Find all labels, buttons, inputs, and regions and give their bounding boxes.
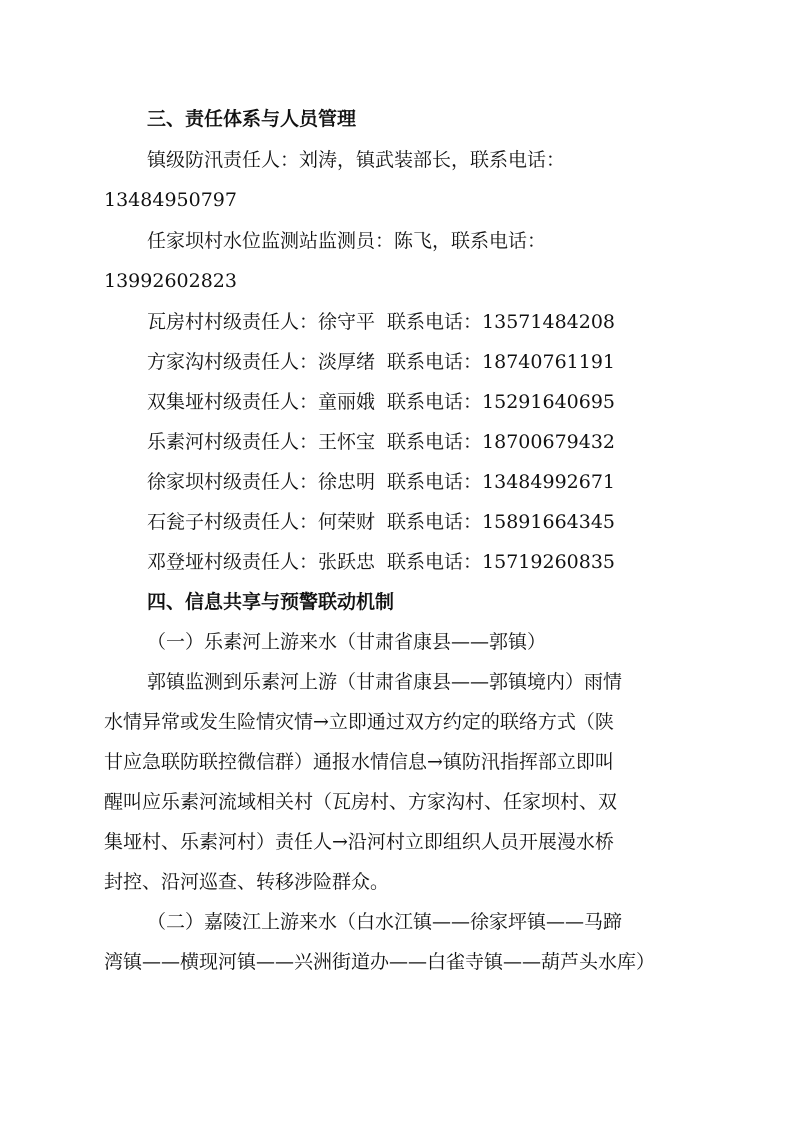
phone-label: 联系电话： [387, 311, 483, 333]
section-3-heading: 三、责任体系与人员管理 [147, 108, 357, 130]
village-person-name: 王怀宝 [318, 431, 376, 453]
village-person-name: 徐守平 [318, 311, 376, 333]
phone-label: 联系电话： [387, 391, 483, 413]
village-person-name: 张跃忠 [318, 551, 376, 573]
village-row [147, 429, 615, 455]
phone-number: 18700679432 [482, 431, 616, 453]
paragraph-1-line: 郭镇监测到乐素河上游（甘肃省康县——郭镇境内）雨情 [147, 671, 623, 693]
phone-label: 联系电话： [387, 551, 483, 573]
phone-number: 15291640695 [482, 391, 616, 413]
town-responsible-phone: 13484950797 [104, 189, 237, 211]
phone-number: 15719260835 [482, 551, 616, 573]
phone-number: 13484992671 [482, 471, 616, 493]
town-responsible-line: 镇级防汛责任人：刘涛，镇武装部长，联系电话： [147, 149, 566, 171]
station-monitor-phone: 13992602823 [104, 270, 237, 292]
phone-number: 15891664345 [482, 511, 616, 533]
phone-number: 18740761191 [482, 351, 616, 373]
village-person-name: 淡厚绪 [318, 351, 376, 373]
village-label: 乐素河村级责任人： [147, 431, 319, 453]
section-4-heading: 四、信息共享与预警联动机制 [147, 591, 395, 613]
paragraph-1-line: 甘应急联防联控微信群）通报水情信息→镇防汛指挥部立即叫 [104, 751, 614, 773]
paragraph-1-line: 醒叫应乐素河流域相关村（瓦房村、方家沟村、任家坝村、双 [104, 791, 618, 813]
village-label: 邓登垭村级责任人： [147, 551, 319, 573]
paragraph-1-line: 封控、沿河巡查、转移涉险群众。 [104, 871, 390, 893]
village-row [147, 549, 615, 575]
village-label: 方家沟村级责任人： [147, 351, 319, 373]
village-person-name: 徐忠明 [318, 471, 376, 493]
village-person-name: 童丽娥 [318, 391, 376, 413]
village-row [147, 469, 615, 495]
village-label: 瓦房村村级责任人： [147, 311, 319, 333]
subsection-1-heading: （一）乐素河上游来水（甘肃省康县——郭镇） [147, 631, 547, 653]
village-person-name: 何荣财 [318, 511, 376, 533]
subsection-2-heading-cont: 湾镇——横现河镇——兴洲街道办——白雀寺镇——葫芦头水库） [104, 951, 656, 973]
phone-label: 联系电话： [387, 511, 483, 533]
paragraph-1-line: 水情异常或发生险情灾情→立即通过双方约定的联络方式（陕 [104, 711, 614, 733]
paragraph-1-line: 集垭村、乐素河村）责任人→沿河村立即组织人员开展漫水桥 [104, 831, 614, 853]
village-label: 双集垭村级责任人： [147, 391, 319, 413]
village-row [147, 309, 615, 335]
village-label: 徐家坝村级责任人： [147, 471, 319, 493]
phone-label: 联系电话： [387, 471, 483, 493]
village-row [147, 509, 615, 535]
subsection-2-heading: （二）嘉陵江上游来水（白水江镇——徐家坪镇——马蹄 [147, 911, 623, 933]
phone-number: 13571484208 [482, 311, 616, 333]
village-row [147, 349, 615, 375]
village-row [147, 389, 615, 415]
station-monitor-line: 任家坝村水位监测站监测员：陈飞，联系电话： [147, 230, 547, 252]
phone-label: 联系电话： [387, 351, 483, 373]
village-label: 石瓮子村级责任人： [147, 511, 319, 533]
phone-label: 联系电话： [387, 431, 483, 453]
